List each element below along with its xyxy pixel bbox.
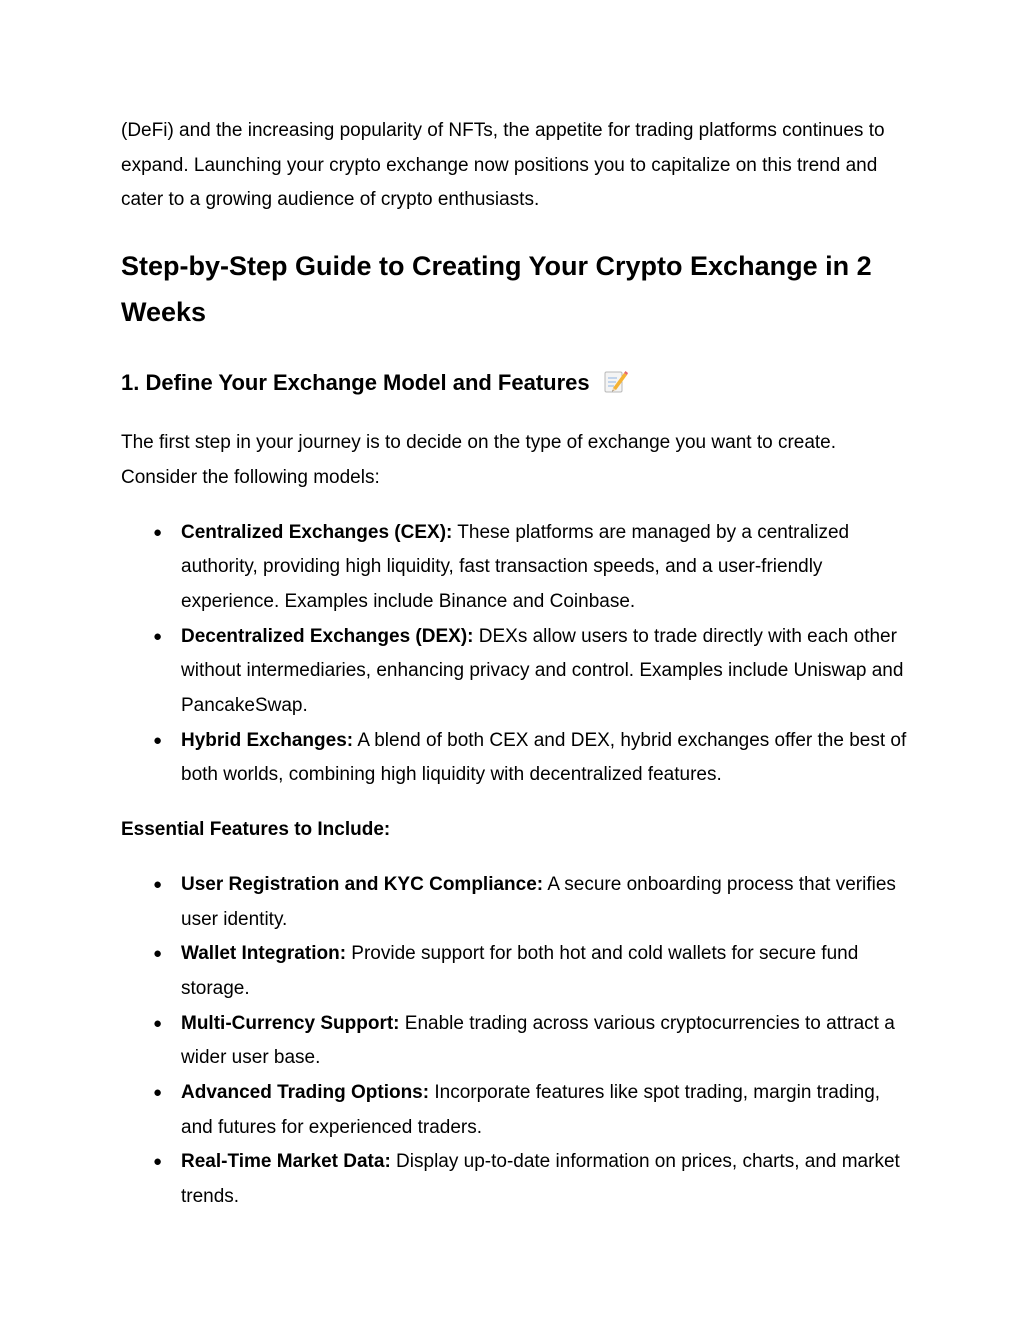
main-heading: Step-by-Step Guide to Creating Your Crypto Exchange in 2 Weeks bbox=[121, 251, 872, 328]
feature-text: Enable trading across various cryptocurrencies to attract a wider user base. bbox=[181, 1012, 895, 1069]
feature-term: Real-Time Market Data: bbox=[181, 1151, 391, 1173]
model-text: DEXs allow users to trade directly with each other without intermediaries, enhancing privacy and control. Examples include Uniswap and PancakeSwap. bbox=[181, 625, 904, 717]
feature-text: A secure onboarding process that verifies user identity. bbox=[181, 873, 896, 930]
bullet-icon: ● bbox=[153, 731, 163, 749]
intro-paragraph: (DeFi) and the increasing popularity of NFTs, the appetite for trading platforms continues to expand. Launching your crypto exchange now positions you to capitalize on this trend and cater to a growing audience of crypto enthusiasts. bbox=[121, 120, 885, 211]
list-item bbox=[121, 868, 911, 937]
models-list bbox=[121, 516, 911, 794]
bullet-icon: ● bbox=[153, 1084, 163, 1102]
list-item bbox=[121, 1145, 911, 1214]
list-item bbox=[121, 1007, 911, 1076]
model-term: Centralized Exchanges (CEX): bbox=[181, 521, 453, 543]
section1-heading bbox=[121, 366, 911, 400]
list-item bbox=[121, 937, 911, 1006]
document-page bbox=[121, 114, 911, 1215]
feature-term: User Registration and KYC Compliance: bbox=[181, 873, 544, 895]
feature-text: Display up-to-date information on prices, charts, and market trends. bbox=[181, 1151, 900, 1208]
features-heading: Essential Features to Include: bbox=[121, 819, 391, 841]
bullet-icon: ● bbox=[153, 523, 163, 541]
list-item bbox=[121, 620, 911, 724]
feature-text: Incorporate features like spot trading, margin trading, and futures for experienced traders. bbox=[181, 1082, 881, 1138]
model-term: Decentralized Exchanges (DEX): bbox=[181, 625, 474, 647]
bullet-icon: ● bbox=[153, 627, 163, 645]
section1-intro: The first step in your journey is to decide on the type of exchange you want to create. Consider the following models: bbox=[121, 432, 837, 488]
bullet-icon: ● bbox=[153, 1014, 163, 1032]
feature-term: Wallet Integration: bbox=[181, 943, 347, 965]
list-item bbox=[121, 516, 911, 620]
model-text: These platforms are managed by a centralized authority, providing high liquidity, fast transaction speeds, and a user-friendly experience. Examples include Binance and Coinbase. bbox=[181, 521, 850, 612]
memo-icon bbox=[602, 368, 628, 394]
section1-heading-text: 1. Define Your Exchange Model and Features bbox=[121, 370, 590, 396]
model-term: Hybrid Exchanges: bbox=[181, 729, 354, 751]
model-text: A blend of both CEX and DEX, hybrid exchanges offer the best of both worlds, combining high liquidity with decentralized features. bbox=[181, 729, 907, 786]
bullet-icon: ● bbox=[153, 875, 163, 893]
feature-term: Advanced Trading Options: bbox=[181, 1082, 430, 1104]
features-list bbox=[121, 868, 911, 1215]
feature-text: Provide support for both hot and cold wallets for secure fund storage. bbox=[181, 943, 859, 999]
bullet-icon: ● bbox=[153, 945, 163, 963]
feature-term: Multi-Currency Support: bbox=[181, 1012, 400, 1034]
bullet-icon: ● bbox=[153, 1153, 163, 1171]
list-item bbox=[121, 724, 911, 793]
list-item bbox=[121, 1076, 911, 1145]
